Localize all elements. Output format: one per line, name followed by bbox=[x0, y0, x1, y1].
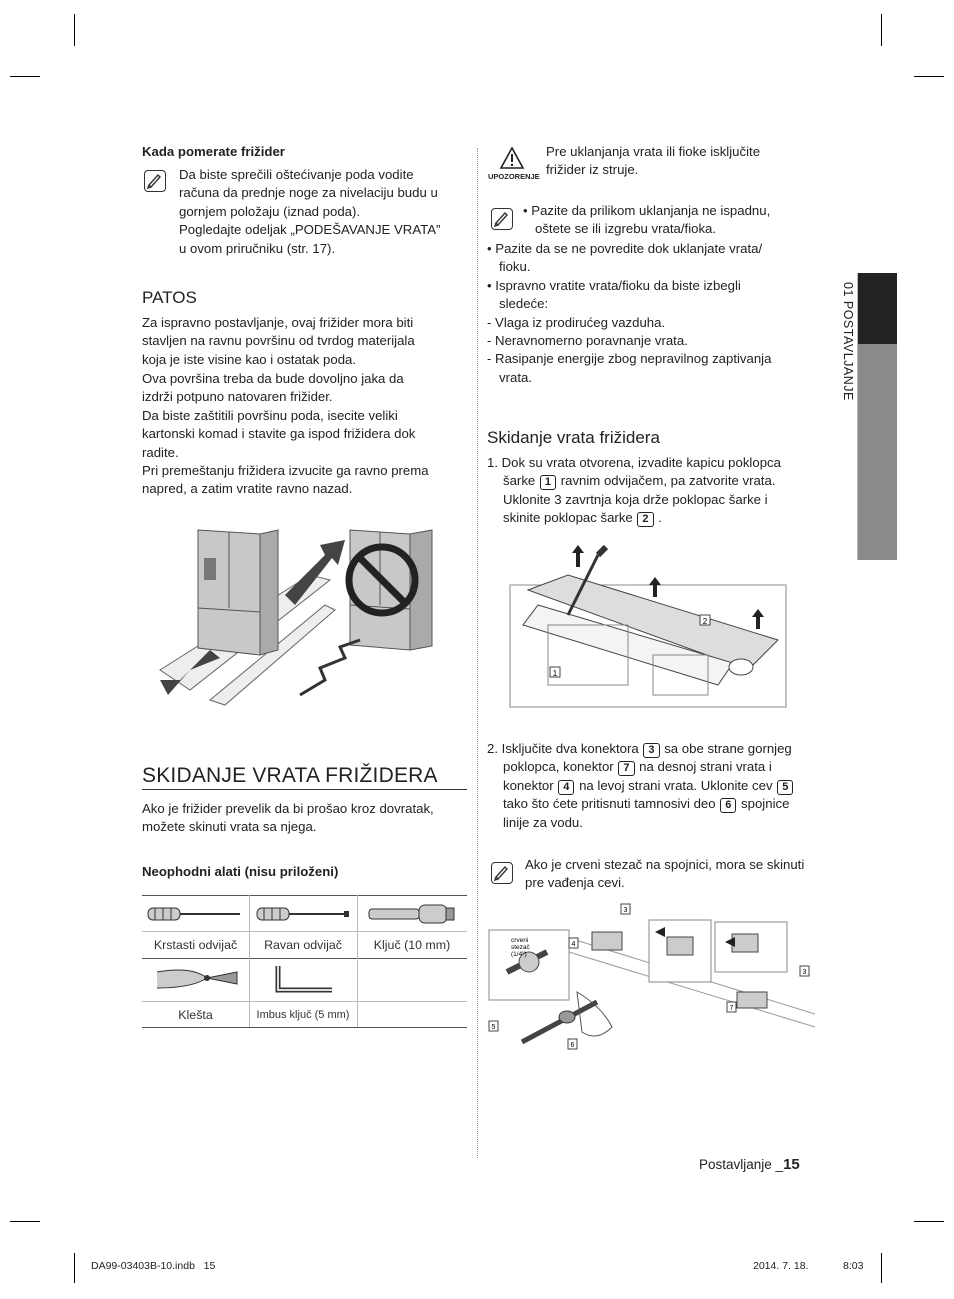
crop-mark bbox=[10, 1221, 40, 1222]
floor-paragraph-2: Ova površina treba da bude dovoljno jaka da izdrži potpuno natovaren frižider. Da biste zaštitili površinu poda, isecite veliki kartonski komad i stavite ga ispod frižidera dok radite. Pri premeštanju frižidera izvucite ga ravno prema napred, a zatim vratite ravno nazad. bbox=[142, 371, 429, 497]
hinge-cover-illustration bbox=[508, 545, 788, 710]
section-paragraph: Ako je frižider prevelik da bi prošao kroz dovratak, možete skinuti vrata sa njega. bbox=[142, 801, 434, 835]
figure-label: 6 bbox=[570, 1042, 575, 1049]
crop-mark bbox=[881, 1253, 882, 1283]
crop-mark bbox=[74, 14, 75, 46]
column-divider bbox=[477, 148, 478, 1158]
sidebar-tab-dark bbox=[858, 273, 897, 344]
table-col bbox=[249, 895, 250, 1027]
print-date: 2014. 7. 18. bbox=[753, 1260, 809, 1272]
crop-mark bbox=[74, 1253, 75, 1283]
flat-screwdriver-icon bbox=[254, 902, 354, 926]
page-label: Postavljanje _ bbox=[699, 1157, 784, 1172]
figure-label: (1/4") bbox=[511, 951, 527, 958]
floor-title: PATOS bbox=[142, 288, 197, 307]
bullet-list: • Pazite da se ne povredite dok uklanjate vrata/ fioku. • Ispravno vratite vrata/fioku da biste izbegli sledeće: - Vlaga iz prodirućeg vazduha. - Neravnomerno poravnanje vrata. - Rasipanje energije zbog nepravilnog zaptivanja vrata. bbox=[487, 241, 772, 385]
note-icon bbox=[144, 170, 166, 192]
tool-label: Ključ (10 mm) bbox=[373, 938, 451, 952]
warning-text: Pre uklanjanja vrata ili fioke isključite frižider iz struje. bbox=[546, 144, 761, 178]
note-icon bbox=[491, 862, 513, 884]
page-footer bbox=[699, 1156, 800, 1173]
step-2: 2. Isključite dva konektora 3 sa obe strane gornjeg poklopca, konektor 7 na desnoj strani vrata i konektor 4 na levoj strani vrata. Uklonite cev 5 tako što ćete pritisnuti tamnosivi deo 6 spojnice linije za vodu. bbox=[487, 741, 792, 830]
tool-label: Ravan odvijač bbox=[264, 938, 342, 952]
warning-label: UPOZORENJE bbox=[488, 172, 540, 181]
tool-label: Klešta bbox=[178, 1008, 213, 1022]
warning-icon bbox=[499, 146, 525, 170]
note-icon bbox=[491, 208, 513, 230]
step-1: 1. Dok su vrata otvorena, izvadite kapicu poklopca šarke 1 ravnim odvijačem, pa zatvorite vrata. Uklonite 3 zavrtnja koja drže poklopac šarke i skinite poklopac šarke 2 . bbox=[487, 455, 781, 526]
section-underline bbox=[142, 789, 467, 790]
sidebar-tab-label: 01 POSTAVLJANJE bbox=[841, 282, 855, 401]
figure-label: 7 bbox=[729, 1005, 734, 1012]
figure-label: 4 bbox=[571, 941, 576, 948]
pliers-icon bbox=[152, 962, 242, 998]
figure-label: crveni bbox=[511, 937, 529, 944]
table-col bbox=[357, 895, 358, 1027]
table-rule bbox=[142, 958, 467, 959]
moving-note: Da biste sprečili oštećivanje poda vodite računa da prednje noge za nivelaciju budu u gornjem položaju (iznad poda). Pogledajte odeljak „PODEŠAVANJE VRATA” u ovom priručniku (str. 17). bbox=[179, 167, 441, 256]
fridge-moving-illustration bbox=[150, 520, 450, 710]
print-time: 8:03 bbox=[843, 1260, 864, 1272]
connector-illustration bbox=[487, 902, 815, 1062]
cross-screwdriver-icon bbox=[145, 902, 245, 926]
callout-number: 3 bbox=[643, 743, 659, 758]
note-bullet: • Pazite da prilikom uklanjanja ne ispadnu, oštete se ili izgrebu vrata/fioka. bbox=[523, 203, 771, 237]
wrench-icon bbox=[364, 900, 460, 928]
tool-label: Imbus ključ (5 mm) bbox=[256, 1009, 350, 1021]
callout-number: 1 bbox=[540, 475, 556, 490]
figure-label: 2 bbox=[702, 617, 708, 626]
moving-title: Kada pomerate frižider bbox=[142, 144, 285, 159]
callout-number: 5 bbox=[777, 780, 793, 795]
note-2: Ako je crveni stezač na spojnici, mora se skinuti pre vađenja cevi. bbox=[525, 857, 805, 891]
table-rule bbox=[142, 1027, 467, 1028]
allen-key-icon bbox=[270, 962, 340, 998]
table-rule bbox=[142, 931, 467, 932]
print-file-info: DA99-03403B-10.indb 15 bbox=[91, 1260, 216, 1272]
section-title: SKIDANJE VRATA FRIŽIDERA bbox=[142, 764, 438, 787]
table-rule bbox=[142, 1001, 467, 1002]
tool-label: Krstasti odvijač bbox=[153, 938, 238, 952]
crop-mark bbox=[914, 1221, 944, 1222]
floor-paragraph-1: Za ispravno postavljanje, ovaj frižider mora biti stavljen na ravnu površinu od tvrdog materijala koja je iste visine kao i ostatak poda. bbox=[142, 315, 415, 367]
figure-label: 3 bbox=[802, 969, 807, 976]
sidebar-tab-gray bbox=[858, 344, 897, 560]
figure-label: 3 bbox=[623, 907, 628, 914]
page-number: 15 bbox=[783, 1156, 800, 1173]
figure-label: 5 bbox=[491, 1024, 496, 1031]
callout-number: 7 bbox=[618, 761, 634, 776]
crop-mark bbox=[881, 14, 882, 46]
crop-mark bbox=[914, 76, 944, 77]
callout-number: 6 bbox=[720, 798, 736, 813]
callout-number: 4 bbox=[558, 780, 574, 795]
tools-title: Neophodni alati (nisu priloženi) bbox=[142, 864, 339, 879]
crop-mark bbox=[10, 76, 40, 77]
subtitle: Skidanje vrata frižidera bbox=[487, 428, 660, 447]
figure-label: stezač bbox=[511, 944, 530, 951]
callout-number: 2 bbox=[637, 512, 653, 527]
table-rule bbox=[142, 895, 467, 896]
figure-label: 1 bbox=[552, 669, 558, 678]
